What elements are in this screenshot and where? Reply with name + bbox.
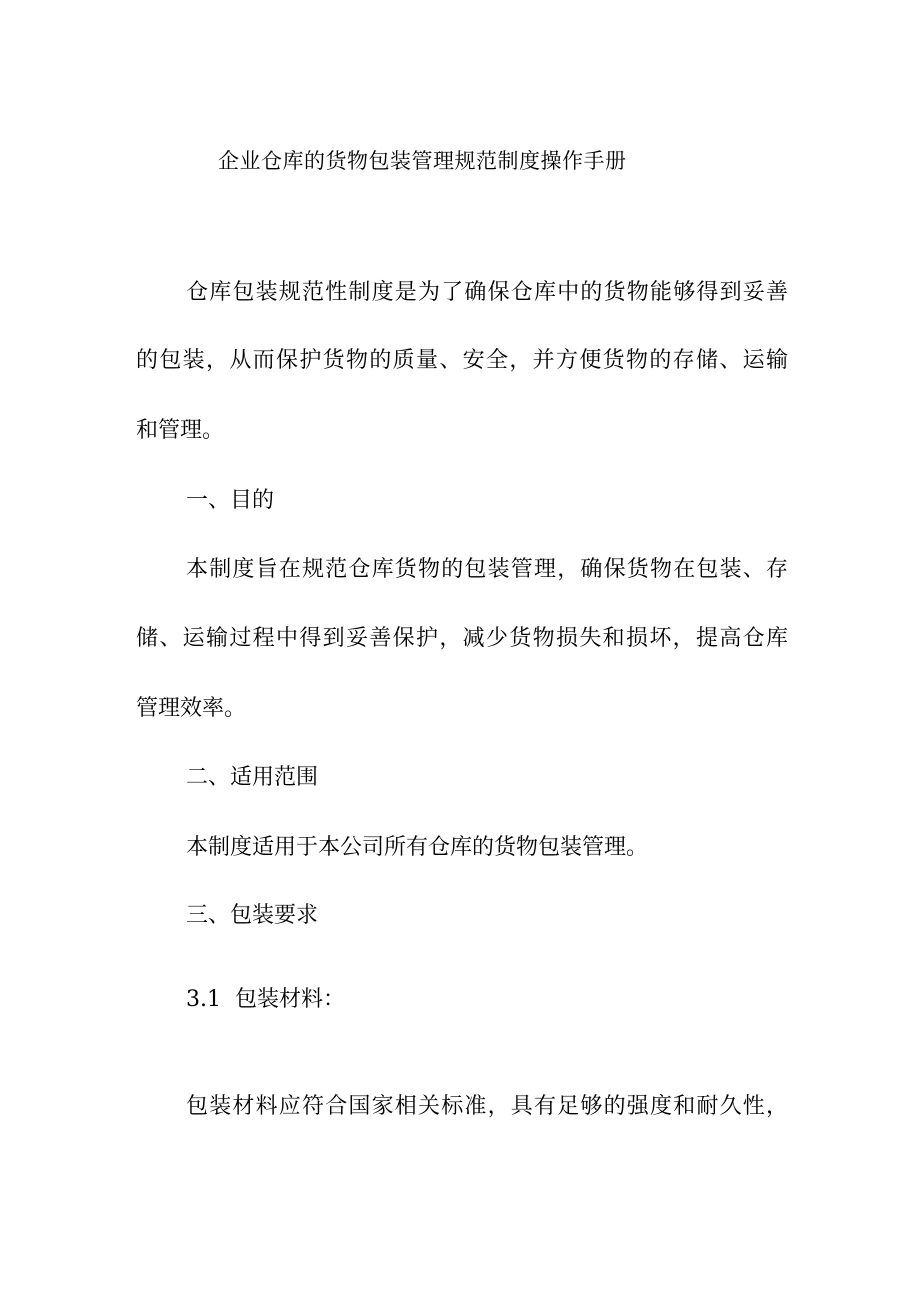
intro-line-2: 的包装，从而保护货物的质量、安全，并方便货物的存储、运输 bbox=[136, 348, 788, 373]
section-2-heading: 二、适用范围 bbox=[186, 765, 319, 790]
section-3-1-line-1: 包装材料应符合国家相关标准，具有足够的强度和耐久性， bbox=[186, 1094, 788, 1119]
section-1-line-3: 管理效率。 bbox=[136, 696, 247, 721]
section-3-heading: 三、包装要求 bbox=[186, 903, 319, 928]
section-1-line-1: 本制度旨在规范仓库货物的包装管理，确保货物在包装、存 bbox=[186, 557, 788, 582]
section-3-1-heading: 3.1 包装材料： bbox=[186, 987, 345, 1012]
intro-line-1: 仓库包装规范性制度是为了确保仓库中的货物能够得到妥善 bbox=[186, 280, 788, 305]
section-1-heading: 一、目的 bbox=[186, 488, 275, 513]
intro-line-3: 和管理。 bbox=[136, 418, 225, 443]
section-2-line-1: 本制度适用于本公司所有仓库的货物包装管理。 bbox=[186, 835, 649, 860]
document-title: 企业仓库的货物包装管理规范制度操作手册 bbox=[218, 149, 627, 173]
section-1-line-2: 储、运输过程中得到妥善保护，减少货物损失和损坏，提高仓库 bbox=[136, 626, 788, 651]
